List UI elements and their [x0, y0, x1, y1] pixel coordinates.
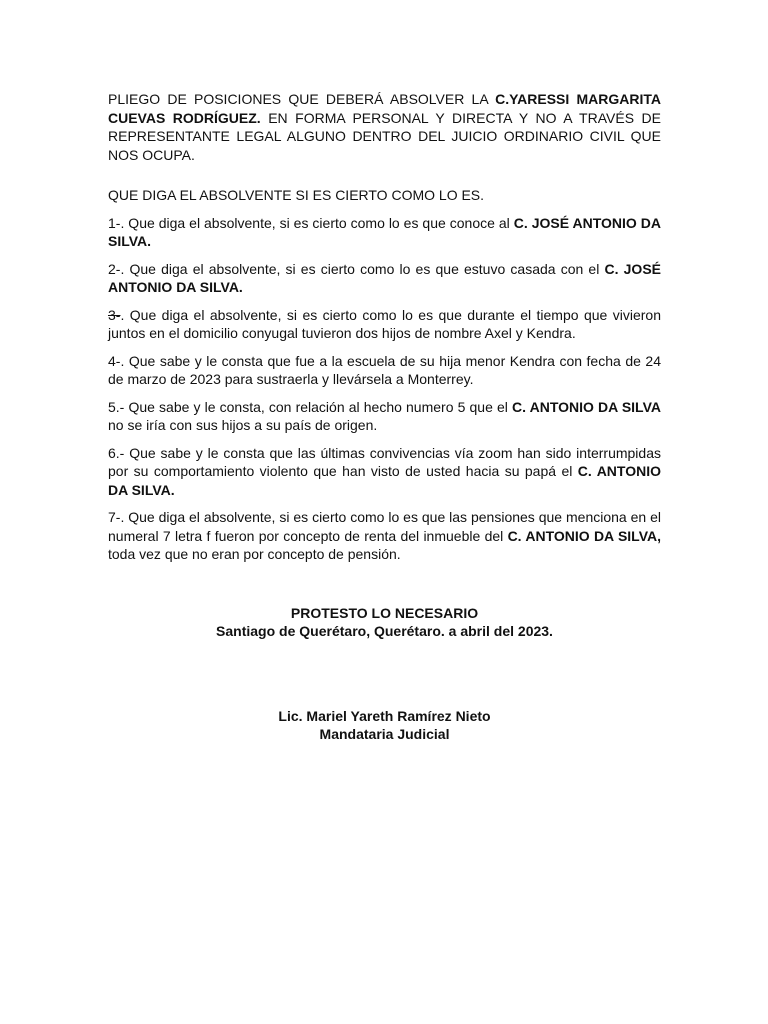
position-text-continued: no se iría con sus hijos a su país de origen.	[108, 417, 378, 433]
position-4	[108, 352, 661, 389]
position-text: 5.- Que sabe y le consta, con relación al hecho numero 5 que el	[108, 398, 512, 415]
position-number: 3-	[108, 306, 121, 323]
position-party-name: C. ANTONIO DA SILVA	[512, 398, 661, 415]
position-2	[108, 260, 661, 297]
intro-text-continued: EN FORMA PERSONAL Y DIRECTA Y NO A TRAVÉS DE REPRESENTANTE LEGAL ALGUNO DENTRO DEL JUICIO ORDINARIO CIVIL QUE NOS OCUPA.	[108, 109, 661, 163]
position-text-continued: toda vez que no eran por concepto de pensión.	[108, 546, 401, 562]
position-text: 4-. Que sabe y le consta que fue a la escuela de su hija menor Kendra con fecha de 24 de marzo de 2023 para sustraerla y llevársela a Monterrey.	[108, 352, 661, 387]
position-5	[108, 398, 661, 435]
position-party-name: C. JOSÉ ANTONIO DA SILVA.	[108, 260, 661, 295]
position-party-name: C. ANTONIO DA SILVA.	[108, 463, 662, 498]
positions-heading: QUE DIGA EL ABSOLVENTE SI ES CIERTO COMO LO ES.	[108, 187, 485, 203]
position-3	[108, 306, 661, 343]
position-7	[108, 508, 661, 564]
position-text: 2-. Que diga el absolvente, si es cierto como lo es que estuvo casada con el	[108, 260, 605, 277]
position-text: . Que diga el absolvente, si es cierto como lo es que durante el tiempo que vivieron juntos en el domicilio conyugal tuvieron dos hijos de nombre Axel y Kendra.	[108, 306, 661, 341]
position-6	[108, 444, 661, 500]
signature-role: Mandataria Judicial	[319, 726, 450, 742]
position-party-name: C. ANTONIO DA SILVA,	[507, 527, 661, 544]
position-party-name: C. JOSÉ ANTONIO DA SILVA.	[108, 214, 661, 249]
intro-text: PLIEGO DE POSICIONES QUE DEBERÁ ABSOLVER LA	[108, 91, 496, 107]
closing-block	[108, 604, 661, 641]
signature-block	[108, 707, 661, 744]
document-page	[108, 90, 661, 744]
position-text: 7-. Que diga el absolvente, si es cierto como lo es que las pensiones que menciona en el numeral 7 letra f fueron por concepto de renta del inmueble del	[108, 509, 661, 544]
closing-place-date: Santiago de Querétaro, Querétaro. a abril del 2023.	[216, 623, 553, 639]
intro-party-name: C.YARESSI MARGARITA CUEVAS RODRÍGUEZ.	[108, 91, 661, 126]
signature-name: Lic. Mariel Yareth Ramírez Nieto	[278, 707, 491, 724]
position-text: 1-. Que diga el absolvente, si es cierto como lo es que conoce al	[108, 214, 514, 231]
position-text: 6.- Que sabe y le consta que las últimas convivencias vía zoom han sido interrumpidas por su comportamiento violento que han visto de usted hacia su papá el	[108, 444, 661, 479]
position-1	[108, 214, 661, 251]
closing-protest: PROTESTO LO NECESARIO	[290, 604, 479, 621]
intro-paragraph	[108, 90, 661, 164]
